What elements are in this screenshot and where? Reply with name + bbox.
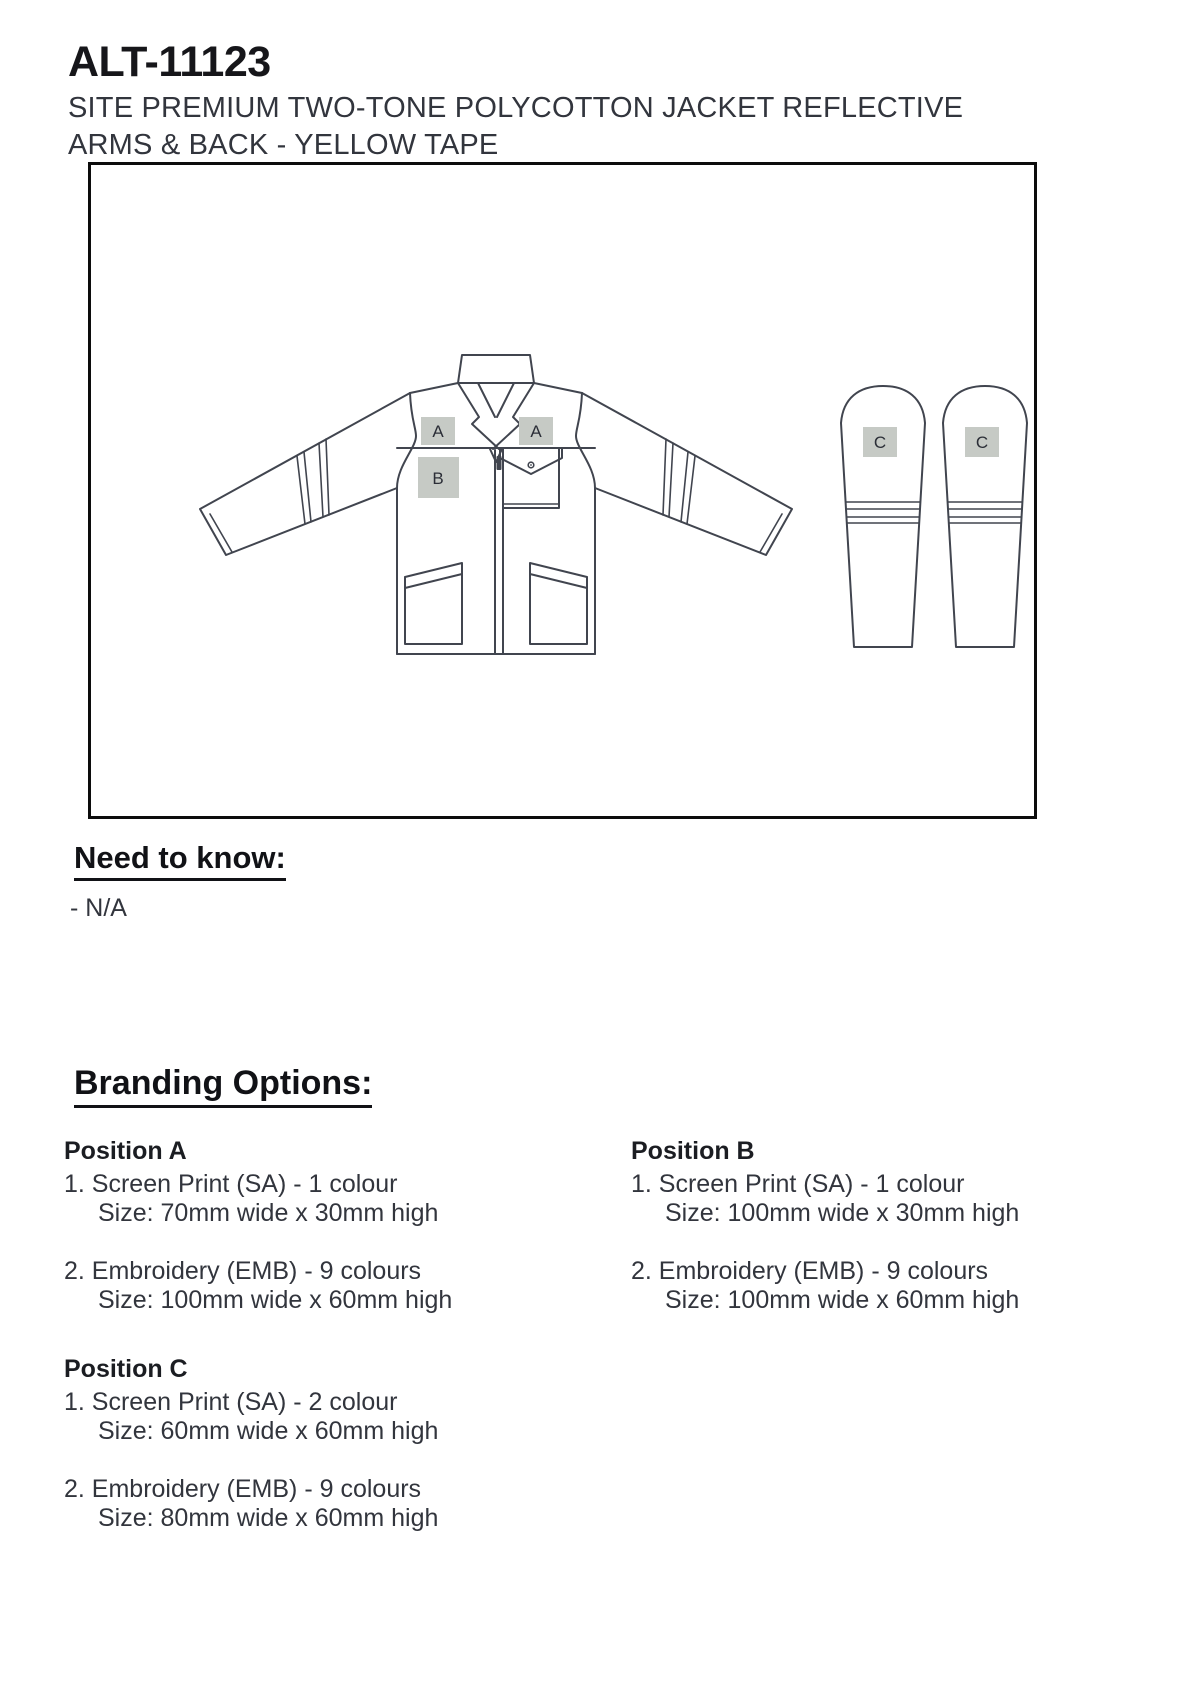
branding-position-b [631,1137,1171,1315]
branding-marker-c-left [863,427,897,457]
detached-sleeve-2 [943,386,1027,647]
branding-marker-b [418,457,459,498]
body-right-edge [576,393,595,654]
marker-a-right-label: A [530,422,542,441]
position-a-option-1-method: 1. Screen Print (SA) - 1 colour [64,1170,398,1198]
product-title-line1: SITE PREMIUM TWO-TONE POLYCOTTON JACKET REFLECTIVE [68,92,964,124]
position-c-option-2-size: Size: 80mm wide x 60mm high [98,1504,439,1532]
position-c-option-1-method: 1. Screen Print (SA) - 2 colour [64,1388,398,1416]
sleeve-left-front [200,393,410,555]
position-a-option-1 [64,1170,604,1228]
detached-sleeve-1-tape [846,502,920,523]
shoulder-seams [410,383,582,393]
position-c-option-2-method: 2. Embroidery (EMB) - 9 colours [64,1475,422,1503]
position-b-heading: Position B [631,1137,755,1165]
position-b-option-2-size: Size: 100mm wide x 60mm high [665,1286,1020,1314]
branding-marker-a-left [421,417,455,445]
position-a-option-1-size: Size: 70mm wide x 30mm high [98,1199,439,1227]
position-b-option-1 [631,1170,1171,1228]
sleeve-right-outline [582,393,792,555]
position-a-heading: Position A [64,1137,187,1165]
detached-sleeve-1 [841,386,925,647]
need-to-know-note: - N/A [70,894,127,922]
position-b-option-1-size: Size: 100mm wide x 30mm high [665,1199,1020,1227]
position-c-option-1 [64,1388,604,1446]
detached-sleeve-2-tape [948,502,1022,523]
branding-marker-a-right [519,417,553,445]
collar-band [458,355,534,383]
product-title [68,90,963,164]
position-a-option-2-method: 2. Embroidery (EMB) - 9 colours [64,1257,422,1285]
branding-options-heading: Branding Options: [74,1064,372,1108]
position-c-option-2 [64,1475,604,1533]
chest-pocket [500,448,562,508]
marker-b-label: B [432,469,444,488]
marker-a-left-label: A [432,422,444,441]
zipper [495,450,503,654]
chest-pocket-body [503,448,559,508]
position-b-option-1-method: 1. Screen Print (SA) - 1 colour [631,1170,965,1198]
lapel-left [458,383,499,449]
zipper-lines [495,450,503,654]
jacket-technical-drawing [91,165,1034,816]
product-diagram-box [88,162,1037,819]
marker-c-left-label: C [873,433,887,452]
marker-c-right-label: C [975,433,989,452]
sleeve-left-outline [200,393,410,555]
position-c-heading: Position C [64,1355,188,1383]
branding-position-c [64,1355,604,1533]
sleeve-right-front [582,393,792,555]
lower-pocket-right [530,563,587,644]
lower-pocket-left [405,563,462,644]
position-a-option-2-size: Size: 100mm wide x 60mm high [98,1286,453,1314]
position-a-option-2 [64,1257,604,1315]
position-b-option-2-method: 2. Embroidery (EMB) - 9 colours [631,1257,989,1285]
pocket-button-hole [530,464,532,466]
position-c-option-1-size: Size: 60mm wide x 60mm high [98,1417,439,1445]
branding-marker-c-right [965,427,999,457]
position-b-option-2 [631,1257,1171,1315]
branding-position-a [64,1137,604,1315]
product-title-line2: ARMS & BACK - YELLOW TAPE [68,129,499,161]
need-to-know-heading: Need to know: [74,840,286,881]
product-code: ALT-11123 [68,38,271,86]
chest-pocket-flap [500,448,562,474]
neckline-inner [478,383,514,417]
body-left-edge [397,393,416,654]
